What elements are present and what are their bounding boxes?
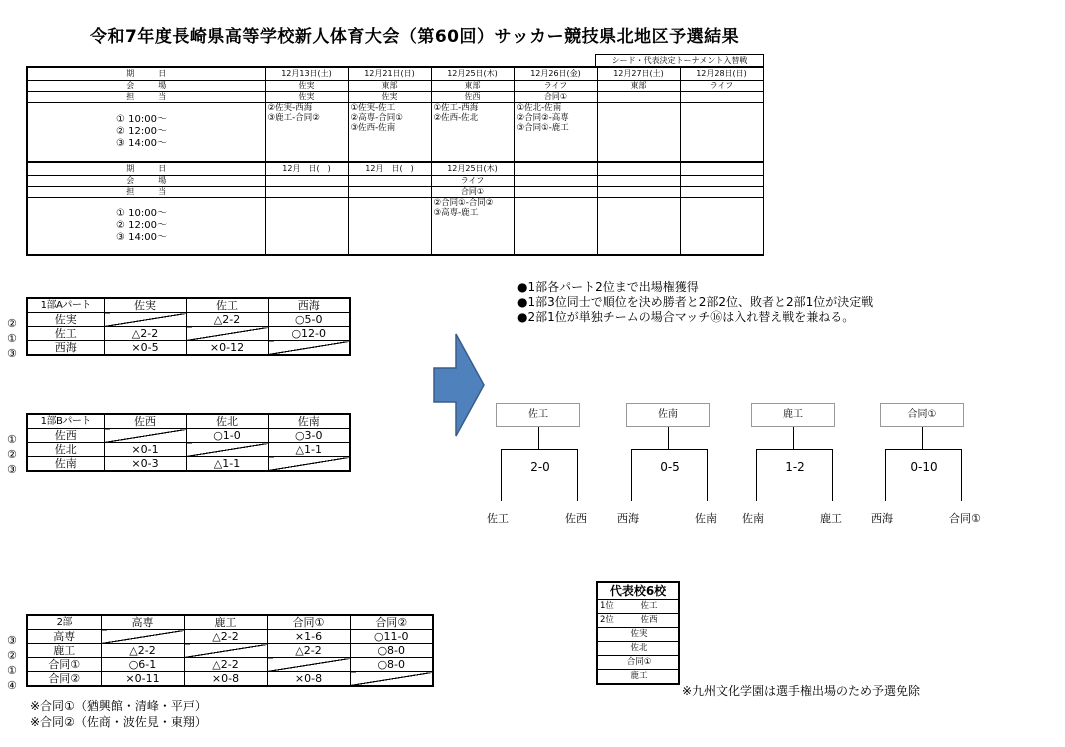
column-team: 佐実 (104, 298, 186, 313)
match-result: △2-2 (184, 658, 267, 672)
result-row (27, 443, 350, 457)
column-team: 合同② (350, 615, 433, 630)
match-entry: ②合同②-高専 (516, 112, 569, 123)
schedule-date: 12月 日( ) (265, 162, 348, 175)
schedule-charge: 佐実 (265, 91, 348, 102)
self-cell (104, 313, 186, 327)
kickoff-time: ③ 14:00～ (116, 137, 167, 149)
bracket-team-left: 西海 (871, 512, 893, 525)
schedule-matches (597, 197, 680, 255)
bracket-line (707, 449, 708, 501)
groupA-table (26, 297, 351, 356)
match-result: ○1-0 (186, 429, 268, 443)
schedule-matches (265, 197, 348, 255)
match-result: ×0-8 (184, 672, 267, 687)
match-entry: ③高専-鹿工 (433, 207, 479, 218)
match-result: △2-2 (104, 327, 186, 341)
self-cell (268, 457, 350, 472)
schedule-charge (680, 186, 763, 197)
self-cell (186, 443, 268, 457)
rep-team: 合同① (626, 657, 652, 667)
group-name: 1部Aパート (27, 298, 104, 313)
match-result: ×0-3 (104, 457, 186, 472)
column-team: 佐西 (104, 414, 186, 429)
schedule-venue: 東部 (597, 80, 680, 91)
match-result: ×0-8 (267, 672, 350, 687)
bracket-line (631, 449, 632, 501)
schedule-date: 12月 日( ) (348, 162, 431, 175)
bracket-winner: 鹿工 (751, 403, 835, 427)
groupB-rank-column (7, 432, 17, 477)
schedule-matches (680, 197, 763, 255)
rules-notes (517, 280, 873, 325)
rules-note: ●1部3位同士で順位を決め勝者と2部2位、敗者と2部1位が決定戦 (517, 295, 874, 309)
schedule-matches-row (27, 102, 763, 162)
schedule-charge-row (27, 186, 763, 197)
match-entry: ①佐工-西海 (433, 102, 479, 113)
kickoff-time: ② 12:00～ (116, 219, 167, 231)
rank-marker: ① (7, 664, 17, 677)
kickoff-time: ③ 14:00～ (116, 231, 167, 243)
schedule-venue (514, 175, 597, 186)
match-entry: ②高専-合同① (350, 112, 403, 123)
div2-table (26, 614, 434, 687)
schedule-charge (680, 91, 763, 102)
rep-row (597, 642, 679, 656)
schedule-matches-row (27, 197, 763, 255)
schedule-matches (348, 197, 431, 255)
bracket-score: 0-5 (660, 460, 680, 474)
column-team: 高専 (101, 615, 184, 630)
column-team: 佐北 (186, 414, 268, 429)
rank-marker: ② (7, 448, 17, 461)
match-result: ○5-0 (268, 313, 350, 327)
rep-team: 佐北 (630, 643, 648, 653)
schedule-charge (514, 186, 597, 197)
self-cell (184, 644, 267, 658)
bracket-line (756, 449, 833, 450)
schedule-date (680, 162, 763, 175)
row-team: 合同① (27, 658, 101, 672)
schedule-venue (265, 175, 348, 186)
schedule-venue: 東部 (348, 80, 431, 91)
bracket-team-left: 佐工 (487, 512, 509, 525)
bracket-team-right: 鹿工 (820, 512, 842, 525)
match-entry: ②合同①-合同② (433, 197, 494, 208)
match-result: ○8-0 (350, 644, 433, 658)
rank-marker: ① (7, 332, 17, 345)
schedule-label: 会 場 (27, 175, 265, 186)
match-result: ×0-11 (101, 672, 184, 687)
schedule-venue (680, 175, 763, 186)
rank-marker: ③ (7, 347, 17, 360)
page-title: 令和7年度長崎県高等学校新人体育大会（第60回）サッカー競技県北地区予選結果 (90, 27, 740, 47)
rep-row (597, 670, 679, 685)
rank-marker: ③ (7, 634, 17, 647)
result-row (27, 313, 350, 327)
exemption-note: ※九州文化学園は選手権出場のため予選免除 (682, 684, 921, 698)
rep-rank: 1位 (600, 601, 614, 611)
rep-cell (597, 670, 679, 685)
result-row (27, 630, 433, 644)
schedule-date: 12月25日(木) (431, 67, 514, 80)
rules-note: ●1部各パート2位まで出場権獲得 (517, 280, 699, 294)
match-result: △2-2 (186, 313, 268, 327)
match-entry: ②佐実-西海 (267, 102, 313, 113)
schedule-charge: 合同① (514, 91, 597, 102)
footnote: ※合同②（佐商・波佐見・東翔） (30, 715, 207, 729)
schedule-date: 12月26日(金) (514, 67, 597, 80)
schedule-times (27, 197, 265, 255)
row-team: 佐南 (27, 457, 104, 472)
bracket-line (756, 449, 757, 501)
groupA-rank-column (7, 316, 17, 361)
schedule-matches (597, 102, 680, 162)
match-result: △2-2 (267, 644, 350, 658)
row-team: 佐西 (27, 429, 104, 443)
result-row (27, 672, 433, 687)
match-result: ×1-6 (267, 630, 350, 644)
schedule-label: 会 場 (27, 80, 265, 91)
schedule-date: 12月28日(日) (680, 67, 763, 80)
schedule-date: 12月27日(土) (597, 67, 680, 80)
self-cell (101, 630, 184, 644)
bracket-line (577, 449, 578, 501)
rank-marker: ① (7, 433, 17, 446)
schedule-date (597, 162, 680, 175)
rank-marker: ② (7, 317, 17, 330)
bracket-line (885, 449, 886, 501)
schedule-label: 期 日 (27, 67, 265, 80)
row-team: 佐北 (27, 443, 104, 457)
schedule-charge: 佐西 (431, 91, 514, 102)
result-row (27, 658, 433, 672)
match-result: △1-1 (186, 457, 268, 472)
schedule-matches (514, 197, 597, 255)
rep-row (597, 614, 679, 628)
match-result: ×0-1 (104, 443, 186, 457)
self-cell (267, 658, 350, 672)
match-entry: ①佐実-佐工 (350, 102, 396, 113)
bracket-line (922, 427, 923, 449)
kickoff-time: ① 10:00～ (116, 113, 167, 125)
bracket-score: 0-10 (910, 460, 938, 474)
match-entry: ③鹿工-合同② (267, 112, 320, 123)
bracket-winner: 合同① (880, 403, 964, 427)
bracket-winner: 佐南 (626, 403, 710, 427)
self-cell (104, 429, 186, 443)
match-result: ×0-5 (104, 341, 186, 356)
match-result: ○11-0 (350, 630, 433, 644)
bracket-line (793, 427, 794, 449)
schedule-venue: ライフ (431, 175, 514, 186)
representatives-table (596, 581, 680, 685)
result-row (27, 644, 433, 658)
bracket-team-right: 佐南 (695, 512, 717, 525)
rank-marker: ④ (7, 679, 17, 692)
match-result: ○8-0 (350, 658, 433, 672)
bracket-score: 2-0 (530, 460, 550, 474)
match-result: ○12-0 (268, 327, 350, 341)
bracket-team-left: 佐南 (742, 512, 764, 525)
schedule-date (514, 162, 597, 175)
footnote: ※合同①（猶興館・清峰・平戸） (30, 699, 207, 713)
bracket-team-right: 佐西 (565, 512, 587, 525)
bracket-team-right: 合同① (949, 512, 981, 525)
row-team: 鹿工 (27, 644, 101, 658)
match-result: ○3-0 (268, 429, 350, 443)
bracket-line (668, 427, 669, 449)
rep-team: 佐西 (640, 615, 658, 625)
schedule-label: 担 当 (27, 91, 265, 102)
schedule-venue-row (27, 175, 763, 186)
schedule-matches (431, 197, 514, 255)
schedule-charge: 合同① (431, 186, 514, 197)
group-name: 1部Bパート (27, 414, 104, 429)
group-name: 2部 (27, 615, 101, 630)
bracket-score: 1-2 (785, 460, 805, 474)
result-row (27, 429, 350, 443)
schedule-matches (348, 102, 431, 162)
match-result: ×0-12 (186, 341, 268, 356)
bracket-line (961, 449, 962, 501)
result-row (27, 327, 350, 341)
schedule-date: 12月21日(日) (348, 67, 431, 80)
self-cell (268, 341, 350, 356)
schedule-times (27, 102, 265, 162)
schedule-label: 期 日 (27, 162, 265, 175)
rep-title: 代表校6校 (597, 582, 679, 600)
schedule-date: 12月25日(木) (431, 162, 514, 175)
match-entry: ③佐西-佐南 (350, 122, 396, 133)
result-row (27, 457, 350, 472)
rank-marker: ② (7, 649, 17, 662)
schedule-charge (265, 186, 348, 197)
kickoff-time: ① 10:00～ (116, 207, 167, 219)
rep-row (597, 600, 679, 614)
schedule-venue (597, 175, 680, 186)
bracket-line (832, 449, 833, 501)
rep-cell (597, 656, 679, 670)
schedule-charge (348, 186, 431, 197)
match-entry: ①佐北-佐南 (516, 102, 562, 113)
schedule-date-row (27, 67, 763, 80)
row-team: 佐工 (27, 327, 104, 341)
rank-marker: ③ (7, 463, 17, 476)
schedule-charge-row (27, 91, 763, 102)
div2-header-row (27, 615, 433, 630)
rep-team: 佐実 (630, 629, 648, 639)
rep-row (597, 656, 679, 670)
schedule-label: 担 当 (27, 186, 265, 197)
kickoff-time: ② 12:00～ (116, 125, 167, 137)
schedule-venue: ライフ (680, 80, 763, 91)
schedule-matches (514, 102, 597, 162)
right-arrow-icon (430, 330, 488, 440)
rep-cell (597, 628, 679, 642)
div2-rank-column (7, 633, 17, 693)
schedule-charge (597, 91, 680, 102)
schedule-venue-row (27, 80, 763, 91)
match-result: △2-2 (184, 630, 267, 644)
rep-team: 佐工 (640, 601, 658, 611)
rep-rank: 2位 (600, 615, 614, 625)
rules-note: ●2部1位が単独チームの場合マッチ⑯は入れ替え戦を兼ねる。 (517, 310, 855, 324)
bracket-winner: 佐工 (496, 403, 580, 427)
schedule-venue: 佐実 (265, 80, 348, 91)
match-entry: ③合同①-鹿工 (516, 122, 569, 133)
row-team: 佐実 (27, 313, 104, 327)
self-cell (186, 327, 268, 341)
rep-cell (597, 600, 679, 614)
match-entry: ②佐西-佐北 (433, 112, 479, 123)
schedule-venue: ライフ (514, 80, 597, 91)
groupA-header-row (27, 298, 350, 313)
seed-tournament-note: シード・代表決定トーナメント入替戦 (595, 54, 764, 66)
row-team: 西海 (27, 341, 104, 356)
schedule-date: 12月13日(土) (265, 67, 348, 80)
column-team: 佐工 (186, 298, 268, 313)
column-team: 西海 (268, 298, 350, 313)
column-team: 佐南 (268, 414, 350, 429)
schedule-charge: 佐実 (348, 91, 431, 102)
match-result: ○6-1 (101, 658, 184, 672)
result-row (27, 341, 350, 356)
row-team: 高専 (27, 630, 101, 644)
schedule-table (26, 66, 764, 256)
groupB-table (26, 413, 351, 472)
bracket-line (501, 449, 578, 450)
rep-cell (597, 614, 679, 628)
column-team: 合同① (267, 615, 350, 630)
bracket-team-left: 西海 (617, 512, 639, 525)
rep-header-row (597, 582, 679, 600)
schedule-venue: 東部 (431, 80, 514, 91)
bracket-line (501, 449, 502, 501)
groupB-header-row (27, 414, 350, 429)
bracket-line (538, 427, 539, 449)
rep-row (597, 628, 679, 642)
schedule-matches (680, 102, 763, 162)
schedule-matches (265, 102, 348, 162)
match-result: △1-1 (268, 443, 350, 457)
match-result: △2-2 (101, 644, 184, 658)
schedule-date-row (27, 162, 763, 175)
self-cell (350, 672, 433, 687)
rep-team: 鹿工 (630, 671, 648, 681)
schedule-charge (597, 186, 680, 197)
schedule-matches (431, 102, 514, 162)
rep-cell (597, 642, 679, 656)
bracket-line (631, 449, 708, 450)
schedule-venue (348, 175, 431, 186)
column-team: 鹿工 (184, 615, 267, 630)
row-team: 合同② (27, 672, 101, 687)
bracket-line (885, 449, 962, 450)
